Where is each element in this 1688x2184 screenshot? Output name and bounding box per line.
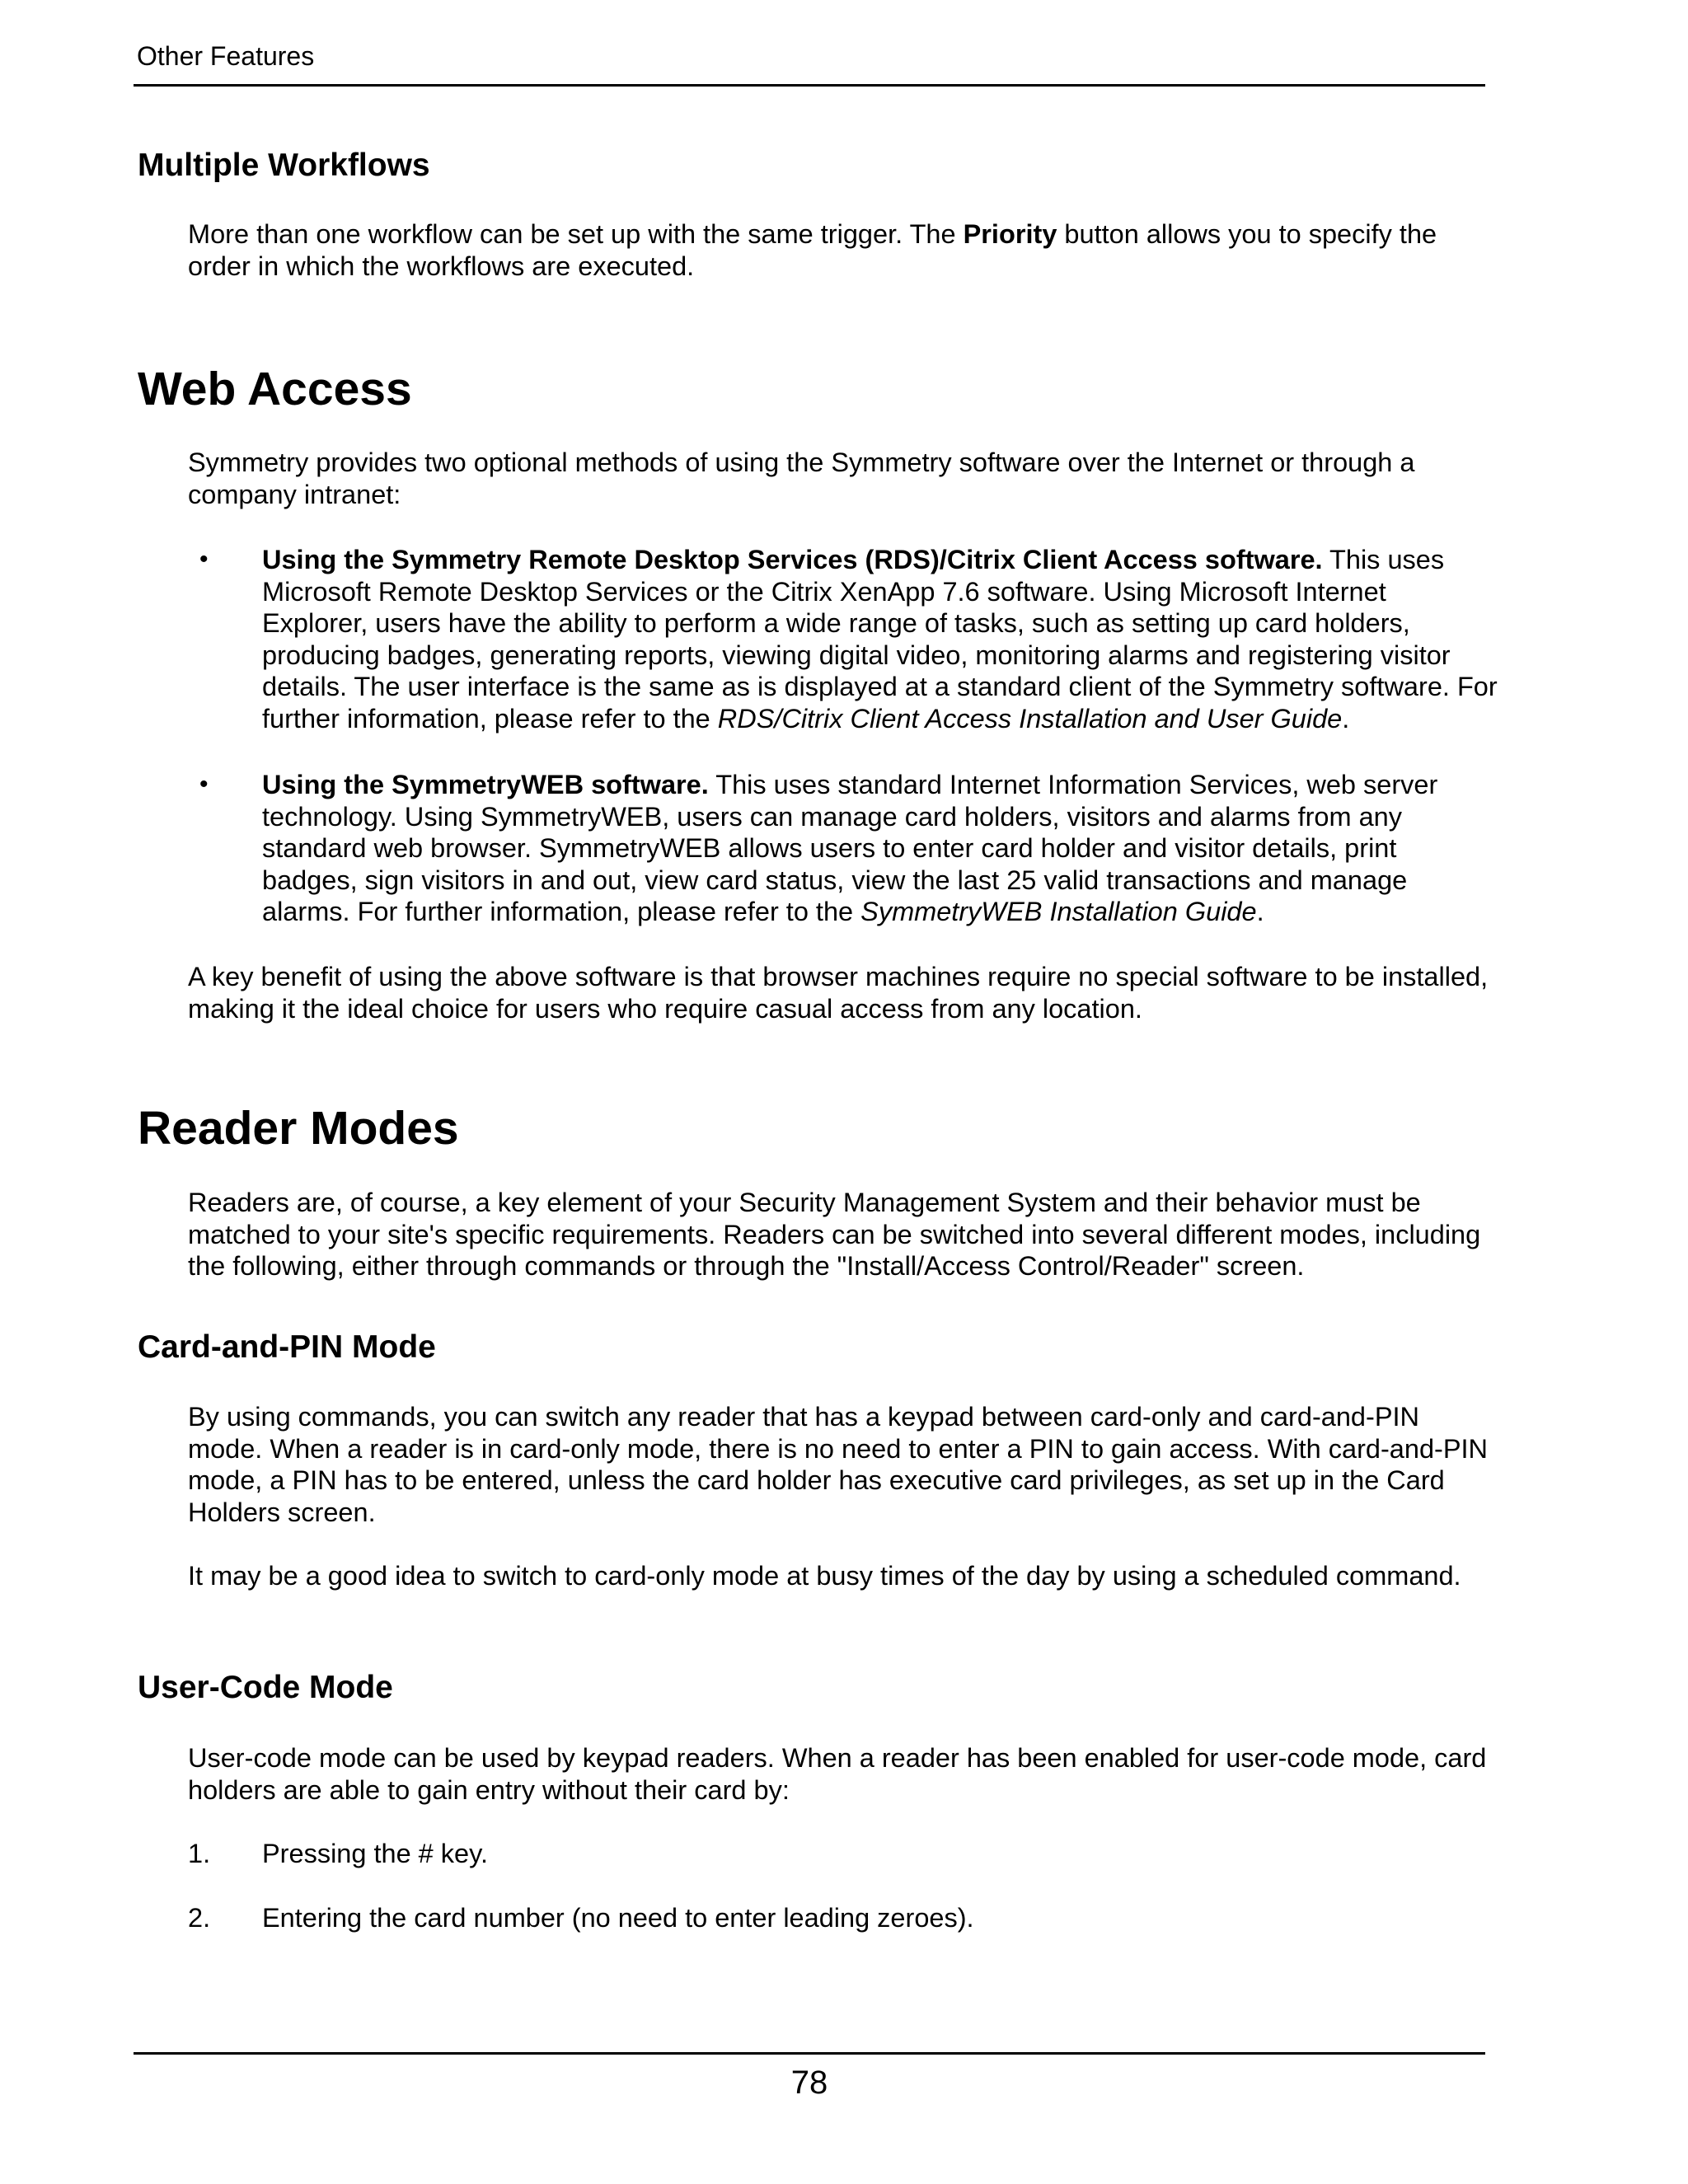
paragraph-user-code-intro: User-code mode can be used by keypad readers. When a reader has been enabled for user-code mode, card holders are able to gain entry without their card by:	[188, 1743, 1487, 1805]
bullet-marker: •	[199, 546, 209, 573]
running-header: Other Features	[137, 41, 315, 71]
bullet-text	[262, 769, 1498, 928]
bullet-title: Using the Symmetry Remote Desktop Services (RDS)/Citrix Client Access software.	[262, 545, 1323, 574]
priority-term: Priority	[963, 219, 1057, 249]
numbered-step-2	[188, 1902, 1498, 1934]
bullet-body: This uses Microsoft Remote Desktop Services or the Citrix XenApp 7.6 software. Using Microsoft Internet Explorer, users have the ability to perform a wide range of tasks, such as setting up card holders, producing badges, generating reports, viewing digital video, monitoring alarms and registering visitor details. The user interface is the same as is displayed at a standard client of the Symmetry software. For further information, please refer to the	[262, 545, 1498, 733]
bullet-item-rds-citrix	[188, 544, 1498, 734]
heading-multiple-workflows: Multiple Workflows	[138, 148, 430, 183]
step-number: 1.	[188, 1839, 211, 1868]
heading-web-access: Web Access	[138, 363, 412, 415]
paragraph-card-and-pin-2: It may be a good idea to switch to card-only mode at busy times of the day by using a scheduled command.	[188, 1561, 1461, 1591]
bullet-end: .	[1342, 703, 1350, 733]
bullet-item-symmetryweb	[188, 769, 1498, 928]
footer-rule	[134, 2052, 1485, 2055]
paragraph-card-and-pin-1: By using commands, you can switch any reader that has a keypad between card-only and card-and-PIN mode. When a reader is in card-only mode, there is no need to enter a PIN to gain access. With card-and-PIN mode, a PIN has to be entered, unless the card holder has executive card privileges, as set up in the Card Holders screen.	[188, 1402, 1489, 1527]
text-segment: button allows you to specify the order in which the workflows are executed.	[188, 219, 1437, 281]
bullet-title: Using the SymmetryWEB software.	[262, 770, 709, 799]
guide-reference: SymmetryWEB Installation Guide	[860, 897, 1257, 926]
text-segment: More than one workflow can be set up with the same trigger. The	[188, 219, 964, 249]
header-rule	[134, 84, 1485, 87]
step-text: Pressing the # key.	[262, 1839, 488, 1868]
step-number: 2.	[188, 1903, 211, 1933]
bullet-body: This uses standard Internet Information Services, web server technology. Using SymmetryWEB, users can manage card holders, visitors and alarms from any standard web browser. SymmetryWEB allows users to enter card holder and visitor details, print badges, sign visitors in and out, view card status, view the last 25 valid transactions and manage alarms. For further information, please refer to the	[262, 770, 1438, 926]
bullet-text	[262, 544, 1498, 734]
heading-user-code-mode: User-Code Mode	[138, 1670, 393, 1705]
paragraph-web-access-intro: Symmetry provides two optional methods of using the Symmetry software over the Internet or through a company intranet:	[188, 448, 1415, 509]
bullet-end: .	[1256, 897, 1264, 926]
page-number: 78	[790, 2064, 828, 2101]
step-text: Entering the card number (no need to enter leading zeroes).	[262, 1903, 974, 1933]
paragraph-multiple-workflows	[188, 218, 1498, 282]
numbered-step-1	[188, 1838, 1498, 1870]
paragraph-web-access-closing: A key benefit of using the above software is that browser machines require no special software to be installed, making it the ideal choice for users who require casual access from any location.	[188, 962, 1489, 1024]
heading-card-and-pin-mode: Card-and-PIN Mode	[138, 1329, 436, 1365]
paragraph-reader-modes-intro: Readers are, of course, a key element of your Security Management System and their behavior must be matched to your site's specific requirements. Readers can be switched into several different modes, including the following, either through commands or through the "Install/Access Control/Reader" screen.	[188, 1188, 1481, 1281]
guide-reference: RDS/Citrix Client Access Installation and User Guide	[717, 703, 1343, 733]
bullet-marker: •	[199, 771, 209, 798]
heading-reader-modes: Reader Modes	[138, 1102, 459, 1155]
